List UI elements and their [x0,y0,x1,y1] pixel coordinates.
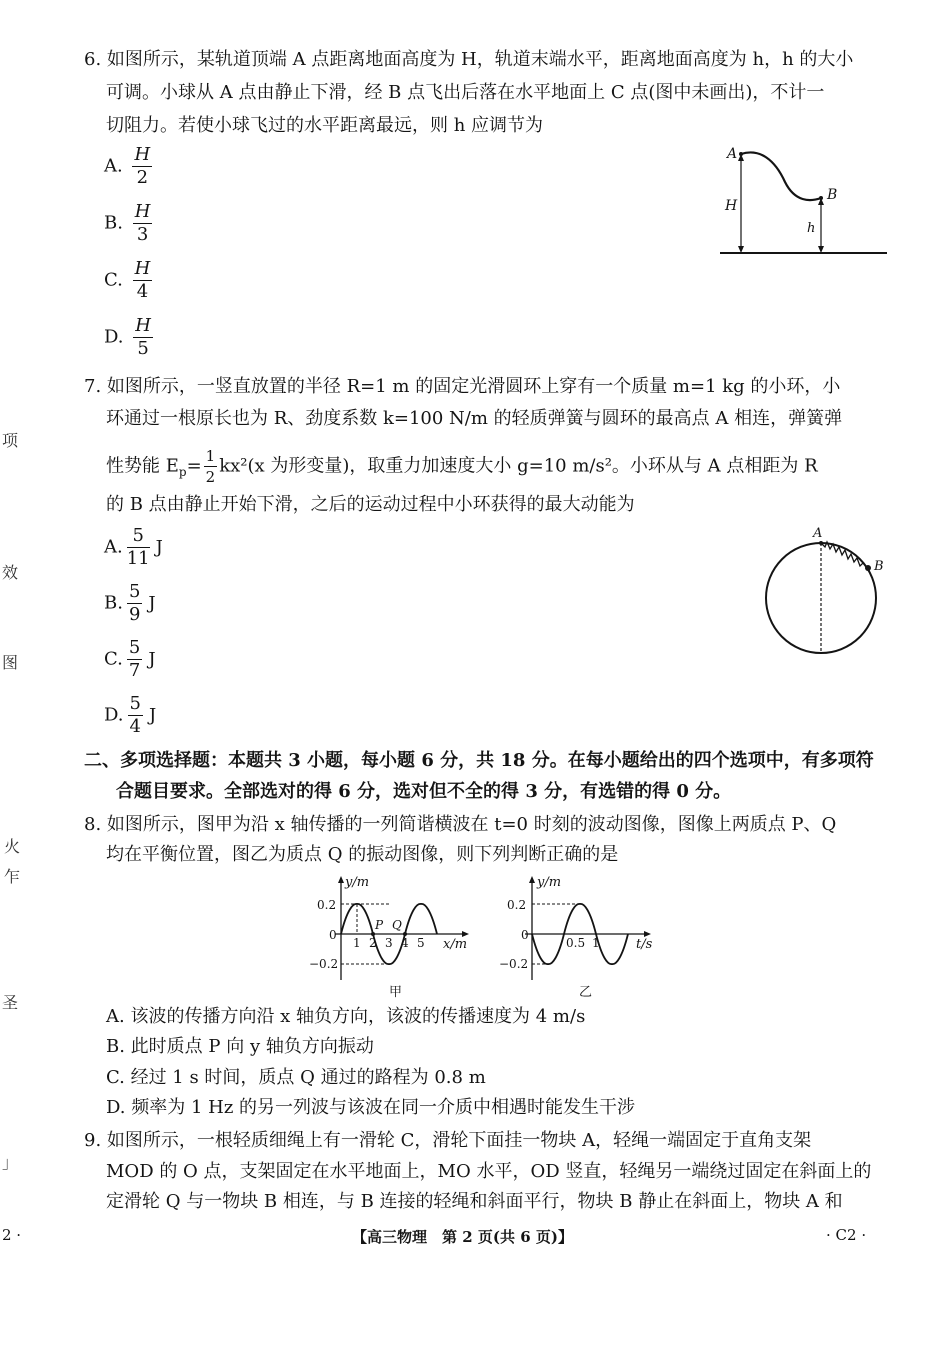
q8-option-a[interactable]: A. 该波的传播方向沿 x 轴负方向，该波的传播速度为 4 m/s [106,1006,586,1027]
q7-stem-line3: 性势能 $E_p=$ $\frac{1}{2}$ kx²(x 为形变量)，取重力加速度大小 g=10 m/s²。小环从与 A 点相距为 R [106,447,818,486]
spring-zigzag [821,542,868,568]
label-b: B [874,559,884,574]
tick-x-4: 4 [401,936,409,950]
section2-heading-line2: 合题目要求。全部选对的得 6 分，选对但不全的得 3 分，有选错的得 0 分。 [116,781,732,802]
tick-y-pos: 0.2 [507,898,527,912]
q9-stem-line1: 9. 如图所示，一根轻质细绳上有一滑轮 C，滑轮下面挂一物块 A，轻绳一端固定于直角支架 [84,1130,812,1151]
q6-stem-line2: 可调。小球从 A 点由静止下滑，经 B 点飞出后落在水平地面上 C 点(图中未画出)，不计一 [106,82,825,103]
tick-origin: 0 [329,928,337,942]
arrow-head [738,154,744,161]
q7-option-c[interactable]: C. $\frac{5}{7}$ J [104,637,156,681]
margin-char: 乍 [4,867,21,886]
label-q: Q [392,918,402,932]
q7-option-b[interactable]: B. $\frac{5}{9}$ J [104,581,156,625]
arrow-head [529,876,535,883]
y-axis-label: y/m [345,875,370,890]
q6-option-a[interactable]: A. $\frac{H}{2}$ [104,144,151,188]
q7-option-a[interactable]: A. $\frac{5}{11}$ J [104,525,163,569]
tick-t-1: 1 [592,936,600,950]
q7-stem-line1: 7. 如图所示，一竖直放置的半径 R=1 m 的固定光滑圆环上穿有一个质量 m=1 kg 的小环，小 [84,376,841,397]
q7-stem-line4: 的 B 点由静止开始下滑，之后的运动过程中小环获得的最大动能为 [106,494,635,515]
footer-code: · C2 · [826,1226,867,1244]
tick-x-3: 3 [385,936,393,950]
q8-option-c[interactable]: C. 经过 1 s 时间，质点 Q 通过的路程为 0.8 m [106,1067,486,1088]
tick-y-neg: −0.2 [499,957,529,971]
arrow-head [738,246,744,253]
label-big-h: H [725,198,738,214]
q9-stem-line2: MOD 的 O 点，支架固定在水平地面上，MO 水平，OD 竖直，轻绳另一端绕过固定在斜面上的 [106,1161,872,1182]
tick-x-5: 5 [417,936,425,950]
margin-char: 项 [2,431,19,450]
small-ring-b [865,565,871,571]
label-p: P [375,918,384,932]
tick-origin: 0 [521,928,529,942]
track-curve [741,152,821,200]
q8-option-b[interactable]: B. 此时质点 P 向 y 轴负方向振动 [106,1036,374,1057]
tick-y-neg: −0.2 [309,957,339,971]
q7-stem-line2: 环通过一根原长也为 R、劲度系数 k=100 N/m 的轻质弹簧与圆环的最高点 A 相连，弹簧弹 [106,408,843,429]
q8-stem-line1: 8. 如图所示，图甲为沿 x 轴传播的一列简谐横波在 t=0 时刻的波动图像，图像上两质点 P、Q [84,814,837,835]
q7-ring-diagram [755,522,895,662]
margin-char: 图 [2,653,19,672]
q8-graph-jia [305,872,480,1002]
y-axis-label: y/m [537,875,562,890]
tick-t-0-5: 0.5 [566,936,586,950]
q6-option-b[interactable]: B. $\frac{H}{3}$ [104,201,151,245]
t-axis-label: t/s [636,937,653,952]
tick-x-2: 2 [369,936,377,950]
x-axis-label: x/m [443,937,468,952]
margin-char: 圣 [2,993,19,1012]
q8-option-d[interactable]: D. 频率为 1 Hz 的另一列波与该波在同一介质中相遇时能发生干涉 [106,1097,636,1118]
label-a: A [727,146,738,162]
margin-char: 效 [2,563,19,582]
margin-char: 火 [4,837,21,856]
arrow-head [818,246,824,253]
tick-x-1: 1 [353,936,361,950]
point-q [403,932,407,936]
point-p [371,932,375,936]
tick-y-pos: 0.2 [317,898,337,912]
q6-option-d[interactable]: D. $\frac{H}{5}$ [104,315,151,359]
caption-yi: 乙 [579,985,593,1000]
q7-option-d[interactable]: D. $\frac{5}{4}$ J [104,693,157,737]
caption-jia: 甲 [389,985,403,1000]
label-a: A [813,526,823,541]
point-a [819,541,823,545]
label-b: B [827,187,838,203]
label-small-h: h [807,221,816,236]
footer-left-fragment: 2 · [2,1226,22,1244]
margin-char: 」 [2,1153,19,1172]
footer-page-info: 【高三物理 第 2 页(共 6 页)】 [352,1228,573,1246]
q6-option-c[interactable]: C. $\frac{H}{4}$ [104,258,151,302]
q6-stem-line3: 切阻力。若使小球飞过的水平距离最远，则 h 应调节为 [106,115,544,136]
q6-stem-line1: 6. 如图所示，某轨道顶端 A 点距离地面高度为 H，轨道末端水平，距离地面高度为 h，h 的大小 [84,49,854,70]
q9-stem-line3: 定滑轮 Q 与一物块 B 相连，与 B 连接的轻绳和斜面平行，物块 B 静止在斜面上，物块 A 和 [106,1191,843,1212]
section2-heading-line1: 二、多项选择题：本题共 3 小题，每小题 6 分，共 18 分。在每小题给出的四个选项中，有多项符 [84,750,874,771]
q8-stem-line2: 均在平衡位置，图乙为质点 Q 的振动图像，则下列判断正确的是 [106,844,619,865]
arrow-head [338,876,344,883]
q8-graph-yi [495,872,670,1002]
q6-track-diagram [715,140,895,260]
